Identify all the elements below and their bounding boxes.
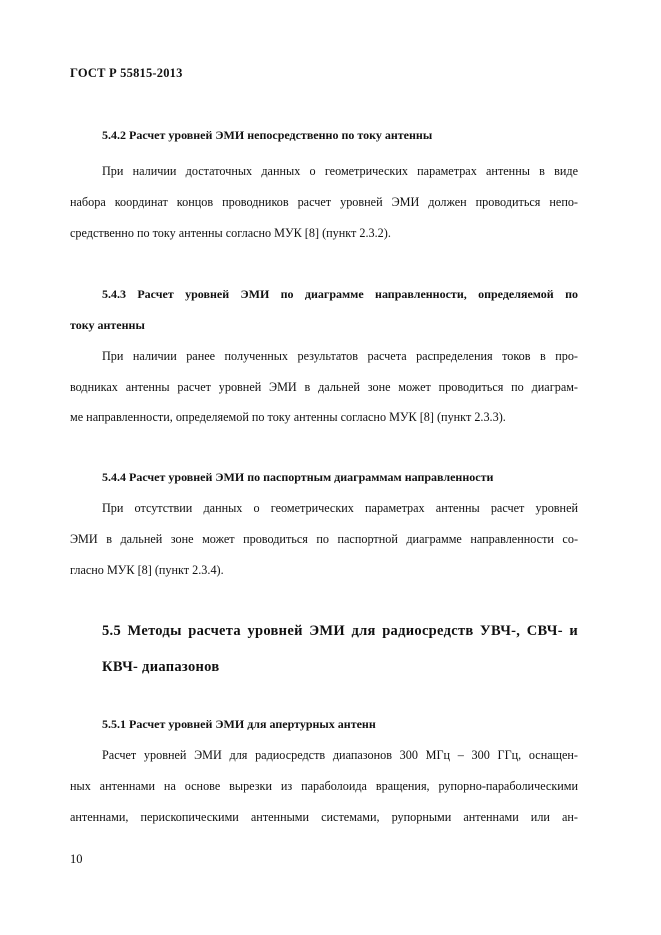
paragraph-line: водниках антенны расчет уровней ЭМИ в дальней зоне может проводиться по диаграм-: [70, 380, 578, 394]
heading-5-4-4: 5.4.4 Расчет уровней ЭМИ по паспортным диаграммам направленности: [102, 470, 494, 484]
paragraph-line: При отсутствии данных о геометрических параметрах антенны расчет уровней: [102, 501, 578, 515]
page-number: 10: [70, 852, 83, 866]
paragraph-line: Расчет уровней ЭМИ для радиосредств диапазонов 300 МГц – 300 ГГц, оснащен-: [102, 748, 578, 762]
paragraph-line: При наличии достаточных данных о геометрических параметрах антенны в виде: [102, 164, 578, 178]
paragraph-line: ных антеннами на основе вырезки из параболоида вращения, рупорно-параболическими: [70, 779, 578, 793]
standard-header: ГОСТ Р 55815-2013: [70, 66, 183, 80]
paragraph-line: гласно МУК [8] (пункт 2.3.4).: [70, 563, 224, 577]
heading-5-5-1: 5.5.1 Расчет уровней ЭМИ для апертурных антенн: [102, 717, 376, 731]
paragraph-line: При наличии ранее полученных результатов расчета распределения токов в про-: [102, 349, 578, 363]
heading-5-4-3-line1: 5.4.3 Расчет уровней ЭМИ по диаграмме направленности, определяемой по: [102, 287, 578, 301]
heading-5-4-3-line2: току антенны: [70, 318, 145, 332]
paragraph-line: набора координат концов проводников расчет уровней ЭМИ должен проводиться непо-: [70, 195, 578, 209]
paragraph-line: средственно по току антенны согласно МУК [8] (пункт 2.3.2).: [70, 226, 391, 240]
paragraph-line: антеннами, перископическими антенными системами, рупорными антеннами или ан-: [70, 810, 578, 824]
paragraph-line: ме направленности, определяемой по току антенны согласно МУК [8] (пункт 2.3.3).: [70, 410, 506, 424]
paragraph-line: ЭМИ в дальней зоне может проводиться по паспортной диаграмме направленности со-: [70, 532, 578, 546]
heading-5-4-2: 5.4.2 Расчет уровней ЭМИ непосредственно по току антенны: [102, 128, 433, 142]
heading-5-5-line1: 5.5 Методы расчета уровней ЭМИ для радиосредств УВЧ-, СВЧ- и: [102, 623, 578, 639]
heading-5-5-line2: КВЧ- диапазонов: [102, 659, 220, 675]
